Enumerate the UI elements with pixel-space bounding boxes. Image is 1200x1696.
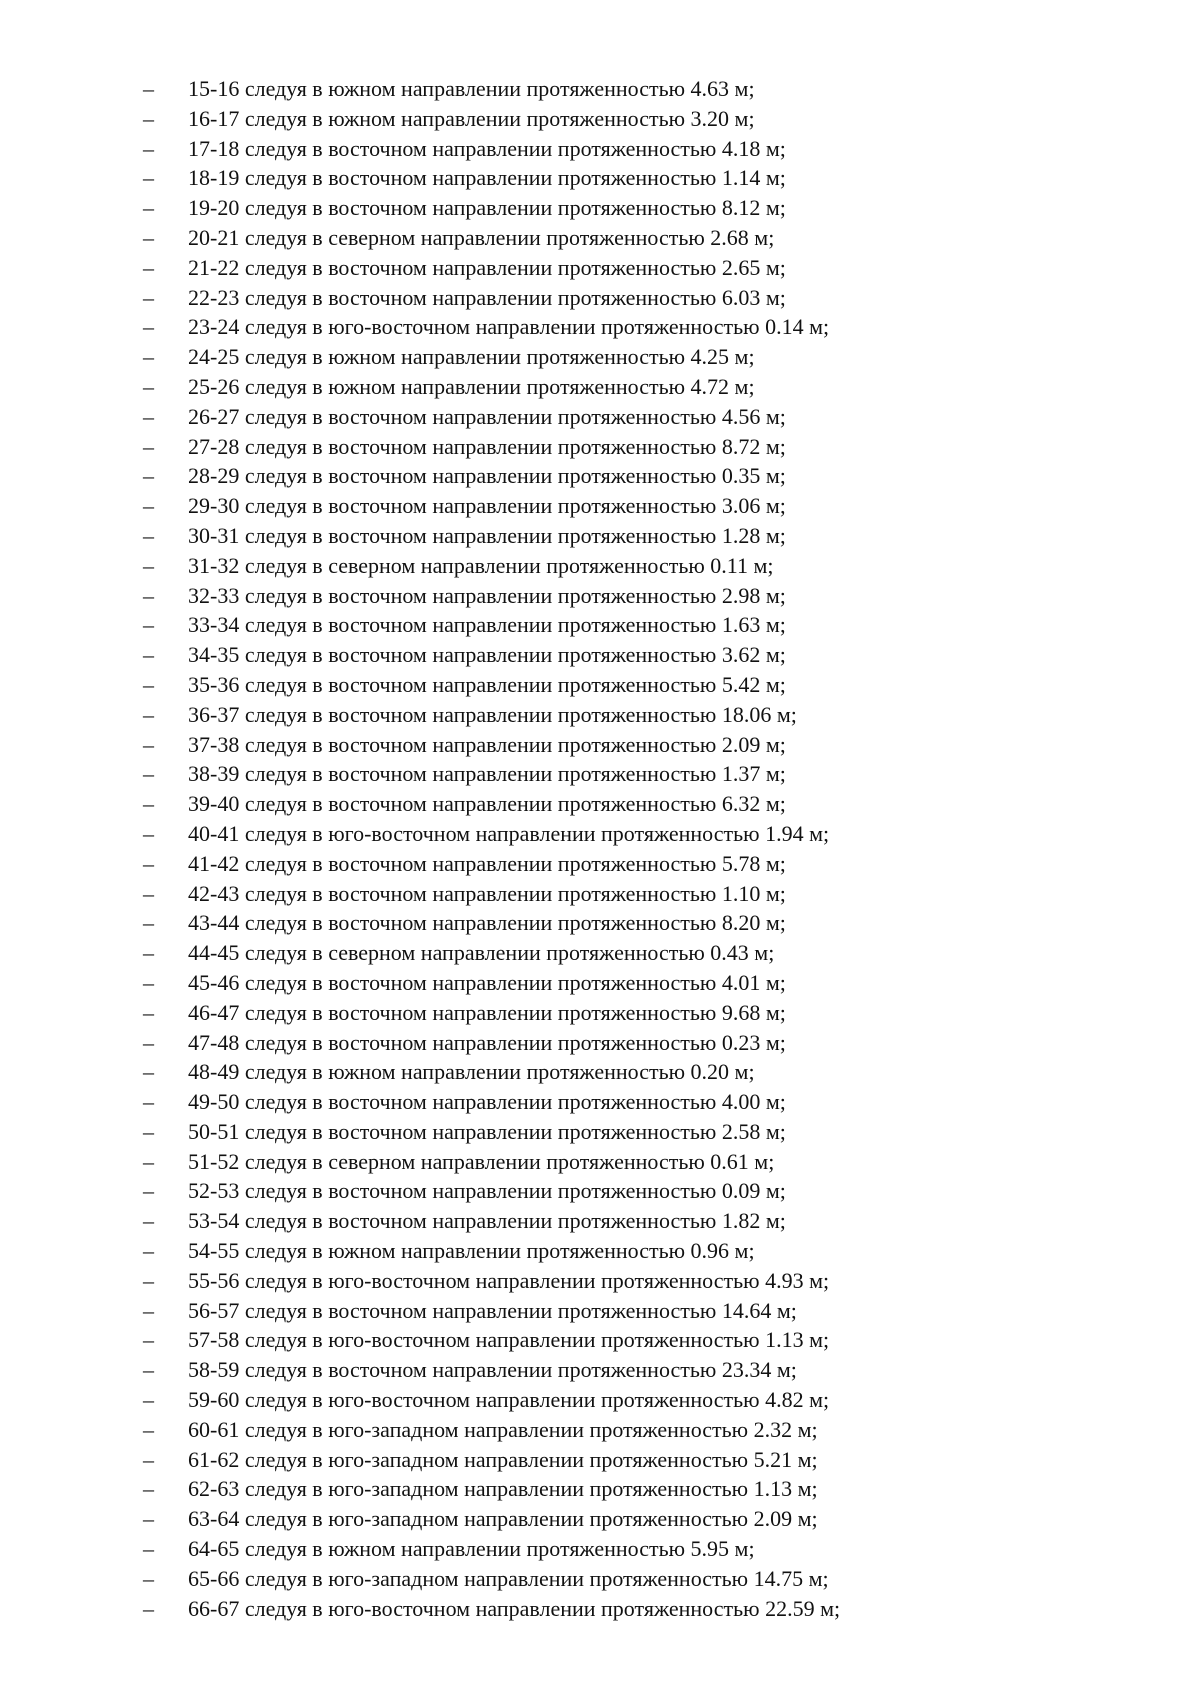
list-bullet-dash: –	[143, 344, 154, 370]
list-item	[0, 283, 1200, 313]
list-bullet-dash: –	[143, 373, 154, 399]
list-bullet-dash: –	[143, 1387, 154, 1413]
segment-description: 66-67 следуя в юго-восточном направлении протяженностью 22.59 м;	[188, 1595, 841, 1621]
segment-description: 35-36 следуя в восточном направлении протяженностью 5.42 м;	[188, 671, 786, 697]
segment-description: 52-53 следуя в восточном направлении протяженностью 0.09 м;	[188, 1178, 786, 1204]
segment-description: 24-25 следуя в южном направлении протяженностью 4.25 м;	[188, 344, 755, 370]
list-bullet-dash: –	[143, 1208, 154, 1234]
list-item	[0, 998, 1200, 1028]
list-bullet-dash: –	[143, 314, 154, 340]
list-item	[0, 1117, 1200, 1147]
list-item	[0, 1176, 1200, 1206]
segment-description: 26-27 следуя в восточном направлении протяженностью 4.56 м;	[188, 403, 786, 429]
segment-description: 16-17 следуя в южном направлении протяженностью 3.20 м;	[188, 105, 755, 131]
list-item	[0, 193, 1200, 223]
list-item	[0, 1504, 1200, 1534]
list-item	[0, 610, 1200, 640]
segment-description: 18-19 следуя в восточном направлении протяженностью 1.14 м;	[188, 165, 786, 191]
list-item	[0, 1325, 1200, 1355]
list-bullet-dash: –	[143, 731, 154, 757]
list-item	[0, 1028, 1200, 1058]
list-bullet-dash: –	[143, 433, 154, 459]
segment-description: 21-22 следуя в восточном направлении протяженностью 2.65 м;	[188, 254, 786, 280]
segment-description: 34-35 следуя в восточном направлении протяженностью 3.62 м;	[188, 642, 786, 668]
list-item	[0, 432, 1200, 462]
list-item	[0, 1445, 1200, 1475]
list-item	[0, 223, 1200, 253]
segment-description: 43-44 следуя в восточном направлении протяженностью 8.20 м;	[188, 910, 786, 936]
list-bullet-dash: –	[143, 105, 154, 131]
list-bullet-dash: –	[143, 1416, 154, 1442]
list-bullet-dash: –	[143, 1267, 154, 1293]
segment-description: 55-56 следуя в юго-восточном направлении протяженностью 4.93 м;	[188, 1267, 830, 1293]
segment-description: 29-30 следуя в восточном направлении протяженностью 3.06 м;	[188, 493, 786, 519]
list-item	[0, 372, 1200, 402]
segment-description: 38-39 следуя в восточном направлении протяженностью 1.37 м;	[188, 761, 786, 787]
segment-description: 25-26 следуя в южном направлении протяженностью 4.72 м;	[188, 373, 755, 399]
list-item	[0, 938, 1200, 968]
list-item	[0, 789, 1200, 819]
list-bullet-dash: –	[143, 254, 154, 280]
segment-description: 28-29 следуя в восточном направлении протяженностью 0.35 м;	[188, 463, 786, 489]
list-bullet-dash: –	[143, 1446, 154, 1472]
list-item	[0, 1385, 1200, 1415]
segment-description: 41-42 следуя в восточном направлении протяженностью 5.78 м;	[188, 850, 786, 876]
list-bullet-dash: –	[143, 463, 154, 489]
list-bullet-dash: –	[143, 1178, 154, 1204]
segment-description: 59-60 следуя в юго-восточном направлении протяженностью 4.82 м;	[188, 1387, 830, 1413]
list-item	[0, 134, 1200, 164]
list-item	[0, 402, 1200, 432]
list-item	[0, 879, 1200, 909]
segment-description: 48-49 следуя в южном направлении протяженностью 0.20 м;	[188, 1059, 755, 1085]
list-bullet-dash: –	[143, 1506, 154, 1532]
list-item	[0, 342, 1200, 372]
list-item	[0, 1564, 1200, 1594]
list-bullet-dash: –	[143, 761, 154, 787]
segment-description: 40-41 следуя в юго-восточном направлении протяженностью 1.94 м;	[188, 820, 830, 846]
list-bullet-dash: –	[143, 671, 154, 697]
list-item	[0, 1534, 1200, 1564]
segment-description: 57-58 следуя в юго-восточном направлении протяженностью 1.13 м;	[188, 1327, 830, 1353]
segment-description: 50-51 следуя в восточном направлении протяженностью 2.58 м;	[188, 1118, 786, 1144]
segment-description: 63-64 следуя в юго-западном направлении протяженностью 2.09 м;	[188, 1506, 818, 1532]
list-bullet-dash: –	[143, 820, 154, 846]
list-bullet-dash: –	[143, 1565, 154, 1591]
list-bullet-dash: –	[143, 195, 154, 221]
segment-description: 32-33 следуя в восточном направлении протяженностью 2.98 м;	[188, 582, 786, 608]
list-bullet-dash: –	[143, 76, 154, 101]
list-bullet-dash: –	[143, 135, 154, 161]
list-bullet-dash: –	[143, 1357, 154, 1383]
segment-description: 58-59 следуя в восточном направлении протяженностью 23.34 м;	[188, 1357, 797, 1383]
list-item	[0, 312, 1200, 342]
list-item	[0, 1296, 1200, 1326]
segment-description: 61-62 следуя в юго-западном направлении протяженностью 5.21 м;	[188, 1446, 818, 1472]
list-item	[0, 1206, 1200, 1236]
segment-description: 62-63 следуя в юго-западном направлении протяженностью 1.13 м;	[188, 1476, 818, 1502]
list-bullet-dash: –	[143, 224, 154, 250]
list-item	[0, 1355, 1200, 1385]
list-bullet-dash: –	[143, 1595, 154, 1621]
list-bullet-dash: –	[143, 1148, 154, 1174]
list-item	[0, 163, 1200, 193]
list-item	[0, 1147, 1200, 1177]
list-bullet-dash: –	[143, 940, 154, 966]
list-item	[0, 1087, 1200, 1117]
list-item	[0, 819, 1200, 849]
list-bullet-dash: –	[143, 910, 154, 936]
list-item	[0, 700, 1200, 730]
list-item	[0, 1266, 1200, 1296]
list-bullet-dash: –	[143, 1327, 154, 1353]
list-item	[0, 1236, 1200, 1266]
list-bullet-dash: –	[143, 1476, 154, 1502]
segment-description: 36-37 следуя в восточном направлении протяженностью 18.06 м;	[188, 701, 797, 727]
segment-description: 46-47 следуя в восточном направлении протяженностью 9.68 м;	[188, 999, 786, 1025]
segment-description: 60-61 следуя в юго-западном направлении протяженностью 2.32 м;	[188, 1416, 818, 1442]
segment-description: 45-46 следуя в восточном направлении протяженностью 4.01 м;	[188, 969, 786, 995]
list-bullet-dash: –	[143, 791, 154, 817]
list-item	[0, 581, 1200, 611]
segment-description: 15-16 следуя в южном направлении протяженностью 4.63 м;	[188, 76, 755, 101]
list-bullet-dash: –	[143, 969, 154, 995]
list-bullet-dash: –	[143, 701, 154, 727]
list-item	[0, 849, 1200, 879]
segment-description: 22-23 следуя в восточном направлении протяженностью 6.03 м;	[188, 284, 786, 310]
segment-description: 23-24 следуя в юго-восточном направлении протяженностью 0.14 м;	[188, 314, 830, 340]
segment-description: 64-65 следуя в южном направлении протяженностью 5.95 м;	[188, 1536, 755, 1562]
segment-description: 30-31 следуя в восточном направлении протяженностью 1.28 м;	[188, 522, 786, 548]
list-item	[0, 730, 1200, 760]
list-item	[0, 491, 1200, 521]
list-bullet-dash: –	[143, 403, 154, 429]
list-item	[0, 1057, 1200, 1087]
boundary-segment-list	[0, 74, 1200, 1623]
list-bullet-dash: –	[143, 1118, 154, 1144]
list-bullet-dash: –	[143, 493, 154, 519]
segment-description: 39-40 следуя в восточном направлении протяженностью 6.32 м;	[188, 791, 786, 817]
list-bullet-dash: –	[143, 582, 154, 608]
list-item	[0, 670, 1200, 700]
list-bullet-dash: –	[143, 1297, 154, 1323]
list-bullet-dash: –	[143, 284, 154, 310]
list-bullet-dash: –	[143, 1089, 154, 1115]
segment-description: 49-50 следуя в восточном направлении протяженностью 4.00 м;	[188, 1089, 786, 1115]
list-item	[0, 1594, 1200, 1624]
list-item	[0, 908, 1200, 938]
list-bullet-dash: –	[143, 1536, 154, 1562]
list-bullet-dash: –	[143, 552, 154, 578]
segment-description: 51-52 следуя в северном направлении протяженностью 0.61 м;	[188, 1148, 775, 1174]
list-item	[0, 968, 1200, 998]
list-item	[0, 253, 1200, 283]
segment-description: 27-28 следуя в восточном направлении протяженностью 8.72 м;	[188, 433, 786, 459]
list-bullet-dash: –	[143, 642, 154, 668]
segment-description: 54-55 следуя в южном направлении протяженностью 0.96 м;	[188, 1238, 755, 1264]
list-bullet-dash: –	[143, 1238, 154, 1264]
list-item	[0, 74, 1200, 104]
segment-description: 17-18 следуя в восточном направлении протяженностью 4.18 м;	[188, 135, 786, 161]
list-item	[0, 104, 1200, 134]
segment-description: 33-34 следуя в восточном направлении протяженностью 1.63 м;	[188, 612, 786, 638]
list-item	[0, 551, 1200, 581]
list-item	[0, 759, 1200, 789]
segment-description: 42-43 следуя в восточном направлении протяженностью 1.10 м;	[188, 880, 786, 906]
segment-description: 31-32 следуя в северном направлении протяженностью 0.11 м;	[188, 552, 774, 578]
list-bullet-dash: –	[143, 850, 154, 876]
list-bullet-dash: –	[143, 522, 154, 548]
segment-description: 65-66 следуя в юго-западном направлении протяженностью 14.75 м;	[188, 1565, 829, 1591]
segment-description: 19-20 следуя в восточном направлении протяженностью 8.12 м;	[188, 195, 786, 221]
list-item	[0, 1415, 1200, 1445]
list-bullet-dash: –	[143, 1059, 154, 1085]
list-item	[0, 461, 1200, 491]
list-item	[0, 640, 1200, 670]
segment-description: 47-48 следуя в восточном направлении протяженностью 0.23 м;	[188, 1029, 786, 1055]
list-item	[0, 1474, 1200, 1504]
list-bullet-dash: –	[143, 999, 154, 1025]
list-bullet-dash: –	[143, 165, 154, 191]
segment-description: 37-38 следуя в восточном направлении протяженностью 2.09 м;	[188, 731, 786, 757]
segment-description: 56-57 следуя в восточном направлении протяженностью 14.64 м;	[188, 1297, 797, 1323]
segment-description: 53-54 следуя в восточном направлении протяженностью 1.82 м;	[188, 1208, 786, 1234]
segment-description: 44-45 следуя в северном направлении протяженностью 0.43 м;	[188, 940, 775, 966]
segment-description: 20-21 следуя в северном направлении протяженностью 2.68 м;	[188, 224, 775, 250]
list-bullet-dash: –	[143, 880, 154, 906]
list-bullet-dash: –	[143, 612, 154, 638]
list-bullet-dash: –	[143, 1029, 154, 1055]
list-item	[0, 521, 1200, 551]
